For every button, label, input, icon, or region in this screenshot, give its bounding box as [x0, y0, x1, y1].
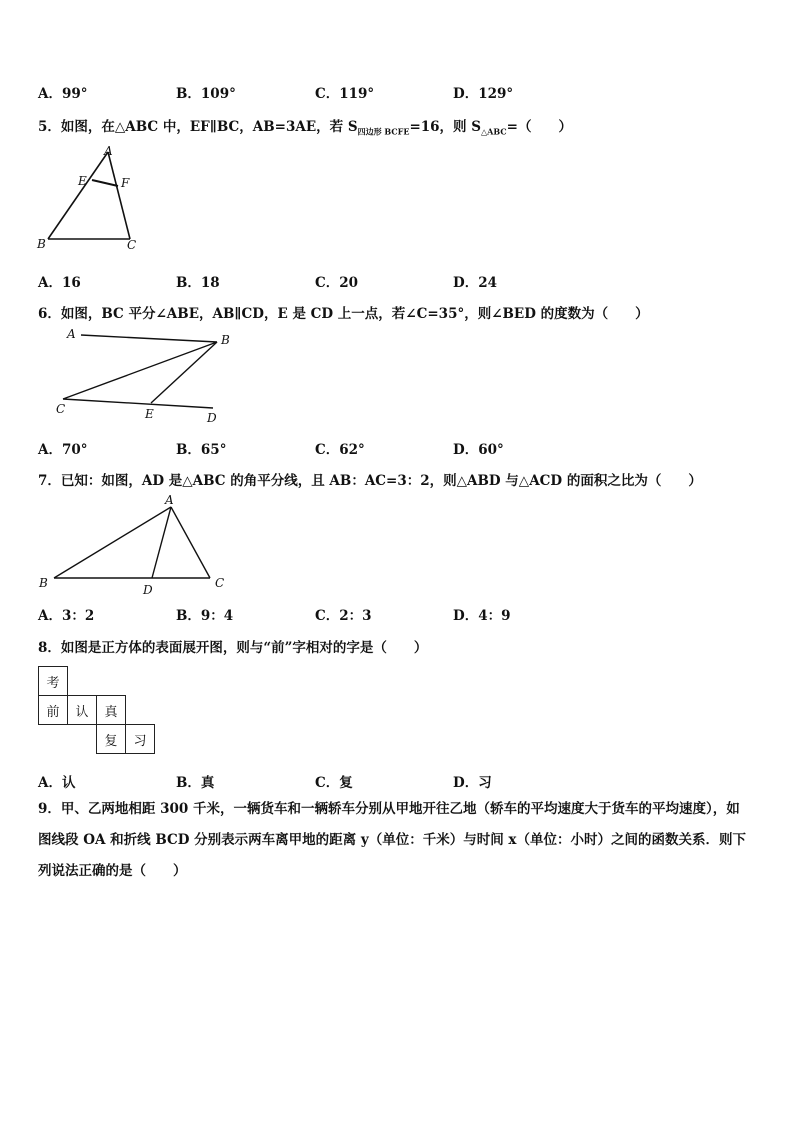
q6-line-cd [63, 399, 213, 408]
q5-label-e: E [78, 174, 87, 188]
q8-net-cell-qian: 前 [39, 696, 68, 725]
q5-stem-part-b: =16，则 S [409, 119, 481, 135]
q5-label-a: A [104, 144, 113, 158]
q8-option-b[interactable]: B．真 [176, 775, 215, 791]
q8-option-d[interactable]: D．习 [453, 775, 492, 791]
q6-label-b: B [221, 333, 230, 347]
q5-side-ab [48, 152, 108, 239]
q8-cube-net [38, 666, 155, 754]
q6-stem: 6．如图，BC 平分∠ABE，AB∥CD，E 是 CD 上一点，若∠C=35°，则∠BED 的度数为（ ） [38, 306, 649, 322]
q7-label-d: D [143, 583, 153, 597]
q7-bisector-ad [152, 507, 171, 578]
q7-label-b: B [39, 576, 48, 590]
q6-label-d: D [207, 411, 217, 425]
q6-label-e: E [145, 407, 154, 421]
q4-option-c[interactable]: C．119° [315, 86, 375, 102]
q7-figure [34, 490, 230, 598]
q6-figure [50, 325, 240, 427]
q6-label-c: C [56, 402, 66, 416]
q5-option-b[interactable]: B．18 [176, 275, 220, 291]
q7-option-c[interactable]: C．2：3 [315, 608, 372, 624]
q5-label-f: F [121, 176, 130, 190]
q9-stem-line-2: 图线段 OA 和折线 BCD 分别表示两车离甲地的距离 y（单位：千米）与时间 x（单位：小时）之间的函数关系．则下 [38, 832, 746, 848]
q5-segment-ef [92, 180, 118, 186]
q8-stem: 8．如图是正方体的表面展开图，则与“前”字相对的字是（ ） [38, 640, 428, 656]
q8-option-c[interactable]: C．复 [315, 775, 353, 791]
q8-net-cell-fu: 复 [97, 725, 126, 754]
q6-option-b[interactable]: B．65° [176, 442, 227, 458]
q5-option-d[interactable]: D．24 [453, 275, 497, 291]
q5-stem [38, 115, 572, 138]
q6-option-a[interactable]: A．70° [38, 442, 88, 458]
q5-stem-sub-quad: 四边形 BCFE [357, 126, 410, 137]
q7-label-c: C [215, 576, 225, 590]
q7-option-a[interactable]: A．3：2 [38, 608, 95, 624]
q4-option-d[interactable]: D．129° [453, 86, 514, 102]
q5-side-ac [108, 152, 130, 239]
q8-net-cell-xi: 习 [126, 725, 155, 754]
q6-line-ab [81, 335, 217, 342]
q5-stem-part-c: =（ ） [506, 119, 572, 135]
q6-option-d[interactable]: D．60° [453, 442, 504, 458]
q9-stem-line-1: 9．甲、乙两地相距 300 千米，一辆货车和一辆轿车分别从甲地开往乙地（轿车的平均速度大于货车的平均速度），如 [38, 801, 740, 817]
q7-side-ab [54, 507, 171, 578]
q4-option-a[interactable]: A．99° [38, 86, 88, 102]
q4-option-b[interactable]: B．109° [176, 86, 236, 102]
q7-option-b[interactable]: B．9：4 [176, 608, 234, 624]
q8-net-cell-zhen: 真 [97, 696, 126, 725]
q5-label-c: C [127, 238, 137, 252]
q8-net-cell-kao: 考 [39, 667, 68, 696]
q5-stem-sub-abc: △ABC [481, 126, 507, 137]
q5-figure [34, 142, 144, 256]
q6-label-a: A [67, 327, 76, 341]
q5-option-a[interactable]: A．16 [38, 275, 81, 291]
q6-option-c[interactable]: C．62° [315, 442, 365, 458]
q7-option-d[interactable]: D．4：9 [453, 608, 511, 624]
q5-option-c[interactable]: C．20 [315, 275, 359, 291]
q5-label-b: B [37, 237, 46, 251]
q7-stem: 7．已知：如图，AD 是△ABC 的角平分线，且 AB：AC=3：2，则△ABD 与△ACD 的面积之比为（ ） [38, 473, 702, 489]
q9-stem [38, 794, 763, 887]
q8-option-a[interactable]: A．认 [38, 775, 76, 791]
q6-line-bc [63, 342, 217, 399]
q7-side-ac [171, 507, 210, 578]
q6-line-be [151, 342, 217, 403]
q9-stem-line-3: 列说法正确的是（ ） [38, 863, 187, 879]
q7-label-a: A [165, 493, 174, 507]
q8-net-cell-ren: 认 [68, 696, 97, 725]
q5-stem-part-a: 5．如图，在△ABC 中，EF∥BC，AB=3AE，若 S [38, 119, 358, 135]
